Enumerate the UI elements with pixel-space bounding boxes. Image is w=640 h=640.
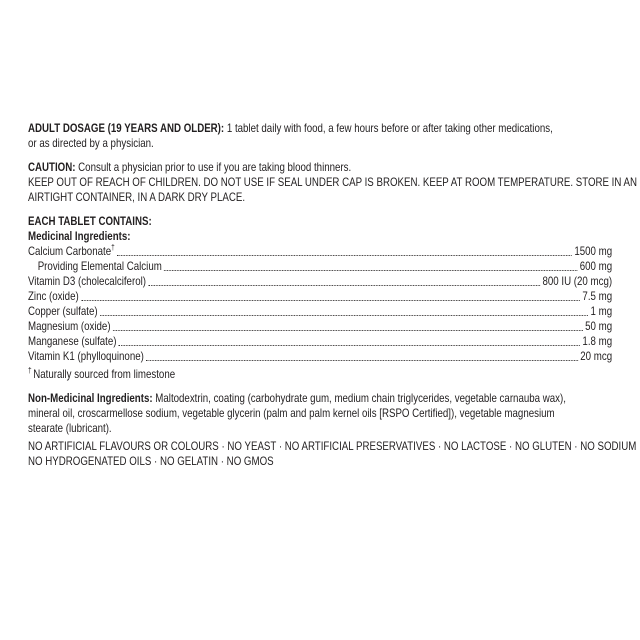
limestone-footnote [28,367,612,382]
ingredient-name: Manganese (sulfate) [28,334,117,348]
ingredient-name: Vitamin D3 (cholecalciferol) [28,274,146,288]
label-text-block [28,121,638,469]
claims-line-1: NO ARTIFICIAL FLAVOURS OR COLOURS · NO YEAST · NO ARTIFICIAL PRESERVATIVES · NO LACTOSE · NO GLUTEN · NO SODIUM [28,439,637,453]
ingredient-row [28,274,612,289]
ingredient-row [28,334,612,349]
ingredient-row [28,304,612,319]
dosage-text-1: 1 tablet daily with food, a few hours before or after taking other medications, [224,121,553,135]
ingredient-amount: 1.8 mg [582,334,613,348]
ingredient-row [28,289,612,304]
ingredient-name: Vitamin K1 (phylloquinone) [28,349,144,363]
medicinal-ingredients-heading: Medicinal Ingredients: [28,229,131,243]
dot-leader [117,255,572,256]
storage-line-1: KEEP OUT OF REACH OF CHILDREN. DO NOT USE IF SEAL UNDER CAP IS BROKEN. KEEP AT ROOM TEMPERATURE. STORE IN AN [28,175,638,189]
ingredient-amount: 7.5 mg [582,289,613,303]
ingredient-amount: 600 mg [579,259,613,273]
dot-leader [100,315,588,316]
dot-leader [81,300,580,301]
ingredient-amount: 50 mg [585,319,613,333]
dot-leader [113,330,583,331]
ingredient-row [28,319,612,334]
ingredient-row [28,349,612,364]
caution-text: Consult a physician prior to use if you are taking blood thinners. [75,160,352,174]
ingredient-name: Magnesium (oxide) [28,319,111,333]
non-medicinal-heading: Non-Medicinal Ingredients: [28,391,153,405]
dosage-heading: ADULT DOSAGE (19 YEARS AND OLDER): [28,121,225,135]
ingredient-name: Zinc (oxide) [28,289,79,303]
claims-line-2: NO HYDROGENATED OILS · NO GELATIN · NO GMOS [28,454,274,468]
dagger-mark: † [28,366,32,375]
non-medicinal-line-2: mineral oil, croscarmellose sodium, vegetable glycerin (palm and palm kernel oils [RSPO Certified]), vegetable magnesium [28,406,555,420]
non-medicinal-line-1 [28,391,612,406]
caution-heading: CAUTION: [28,160,76,174]
non-medicinal-line-3: stearate (lubricant). [28,421,112,435]
footnote-text: Naturally sourced from limestone [33,367,176,381]
ingredient-amount: 1 mg [590,304,613,318]
ingredient-row [28,244,612,259]
ingredient-name: Providing Elemental Calcium [37,259,162,273]
ingredient-amount: 800 IU (20 mcg) [542,274,613,288]
dot-leader [164,270,577,271]
dot-leader [119,345,580,346]
dot-leader [146,360,578,361]
ingredient-name: Calcium Carbonate† [28,243,115,258]
each-tablet-heading: EACH TABLET CONTAINS: [28,214,152,228]
ingredient-row [28,259,612,274]
dosage-line-2: or as directed by a physician. [28,136,154,150]
dagger-mark: † [111,243,115,252]
ingredient-amount: 1500 mg [574,244,613,258]
non-medicinal-text-1: Maltodextrin, coating (carbohydrate gum, medium chain triglycerides, vegetable carnauba wax), [152,391,566,405]
ingredient-amount: 20 mcg [580,349,613,363]
dot-leader [148,285,540,286]
ingredient-name: Copper (sulfate) [28,304,98,318]
storage-line-2: AIRTIGHT CONTAINER, IN A DARK DRY PLACE. [28,190,246,204]
dosage-line-1 [28,121,612,136]
caution-line [28,160,612,175]
